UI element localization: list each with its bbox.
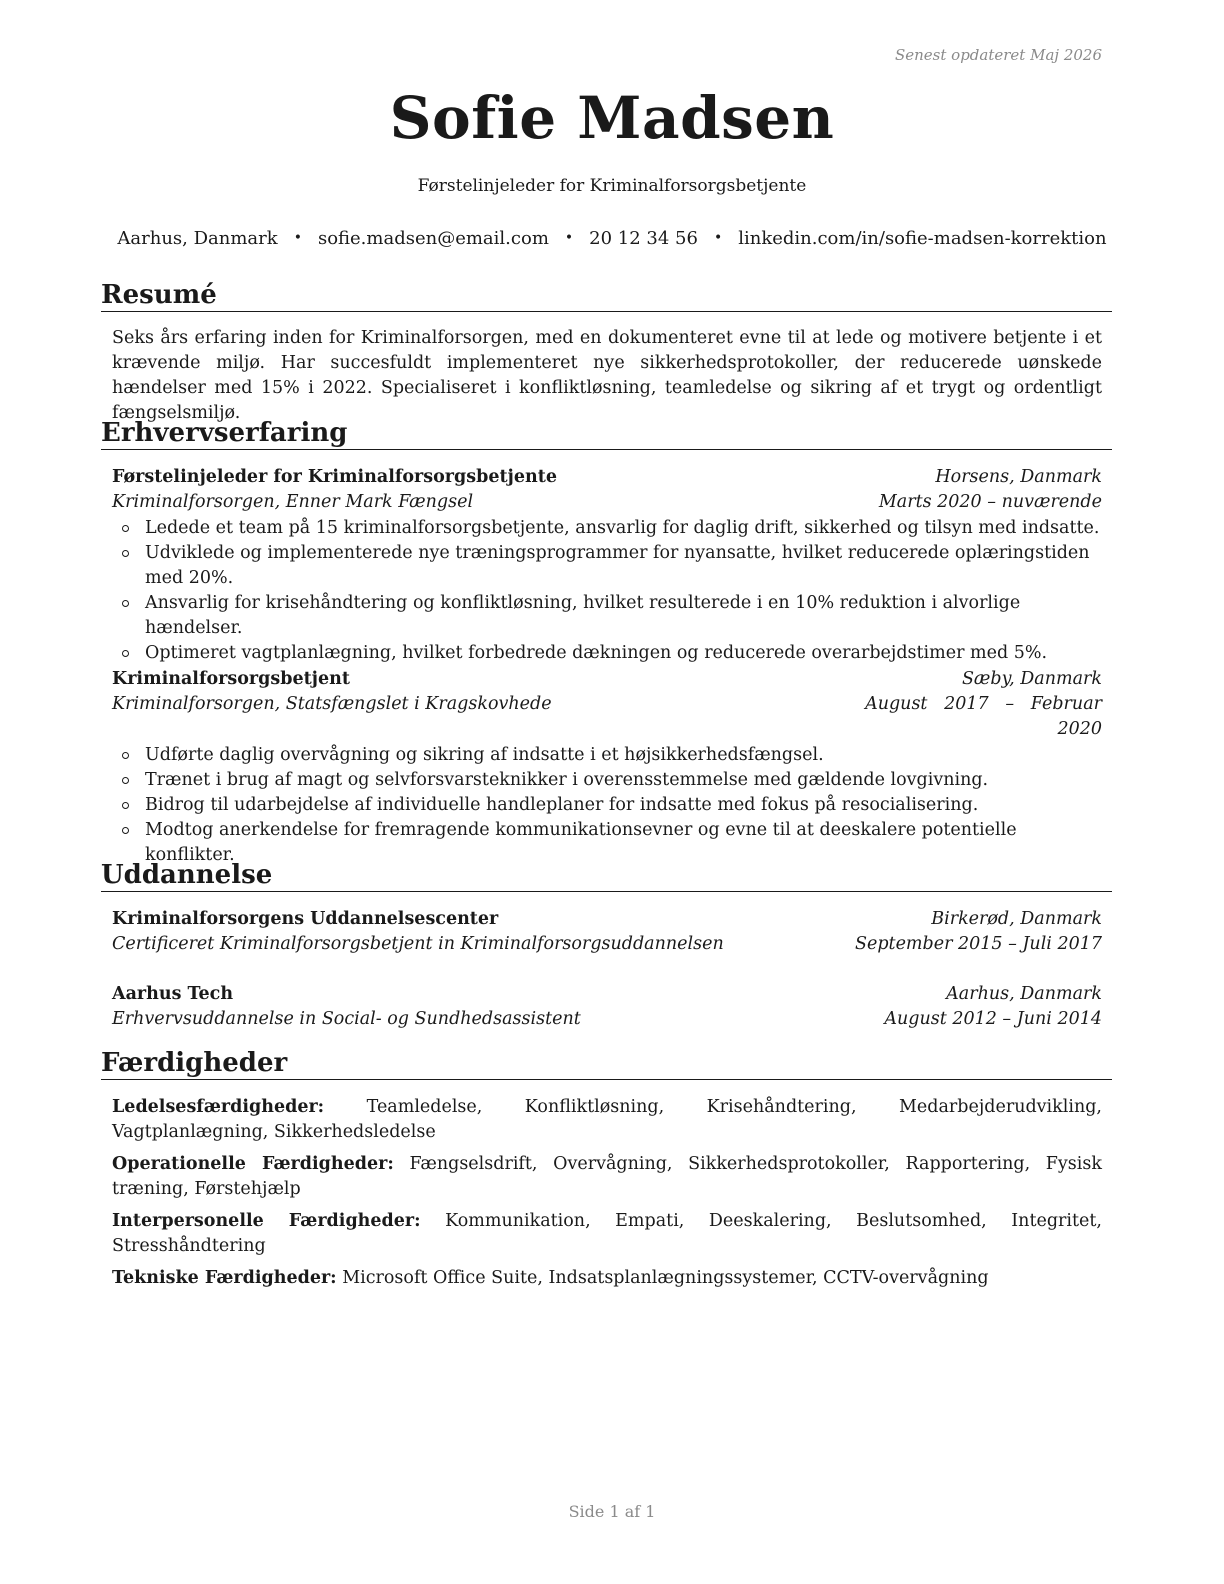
- education-school: Kriminalforsorgens Uddannelsescenter: [112, 909, 499, 929]
- contact-linkedin[interactable]: linkedin.com/in/sofie-madsen-korrektion: [738, 228, 1107, 249]
- job-subheader-row: [112, 692, 1102, 717]
- education-header-row: [112, 907, 1102, 932]
- bullet-separator: •: [293, 230, 302, 246]
- circle-bullet-icon: [122, 550, 129, 557]
- contact-email[interactable]: sofie.madsen@email.com: [317, 228, 549, 249]
- candidate-title: Førstelinjeleder for Kriminalforsorgsbetjente: [417, 176, 807, 196]
- list-item: Trænet i brug af magt og selvforsvarsteknikker i overensstemmelse med gældende lovgivning.: [112, 768, 1102, 793]
- job-organization: Kriminalforsorgen, Enner Mark Fængsel: [112, 492, 474, 512]
- bullet-separator: •: [564, 230, 574, 246]
- contact-location: Aarhus, Danmark: [117, 228, 278, 249]
- list-item: Ansvarlig for krisehåndtering og konfliktløsning, hvilket resulterede i en 10% reduktion i alvorlige hændelser.: [112, 591, 1102, 641]
- skill-text: Fængselsdrift, Overvågning, Sikkerhedsprotokoller, Rapportering, Fysisk træning, Førstehjælp: [112, 1154, 1102, 1199]
- job-role: Førstelinjeleder for Kriminalforsorgsbetjente: [112, 467, 557, 487]
- page-number: Side 1 af 1: [568, 1502, 656, 1521]
- education-degree: Certificeret Kriminalforsorgsbetjent in Kriminalforsorgsuddannelsen: [112, 934, 724, 954]
- list-item: Ledede et team på 15 kriminalforsorgsbetjente, ansvarlig for daglig drift, sikkerhed og tilsyn med indsatte.: [112, 516, 1102, 541]
- skill-text: Kommunikation, Empati, Deeskalering, Beslutsomhed, Integritet, Stresshåndtering: [112, 1211, 1102, 1256]
- list-item: Modtog anerkendelse for fremragende kommunikationsevner og evne til at deeskalere potentielle konflikter.: [112, 818, 1102, 868]
- contact-phone: 20 12 34 56: [589, 228, 698, 249]
- skill-group: [112, 1209, 1102, 1259]
- education-header-row: [112, 982, 1102, 1007]
- list-item: Bidrog til udarbejdelse af individuelle handleplaner for indsatte med fokus på resocialisering.: [112, 793, 1102, 818]
- section-title-education: Uddannelse: [101, 860, 1112, 892]
- circle-bullet-icon: [122, 650, 129, 657]
- job-dates: August 2017 – Februar: [865, 694, 1102, 714]
- education-dates: September 2015 – Juli 2017: [854, 934, 1102, 954]
- education-subheader-row: [112, 1007, 1102, 1032]
- job-role: Kriminalforsorgsbetjent: [112, 669, 350, 689]
- bullet-separator: •: [713, 230, 723, 246]
- education-degree: Erhvervsuddannelse in Social- og Sundhedsassistent: [112, 1009, 581, 1029]
- circle-bullet-icon: [122, 827, 129, 834]
- skill-group: [112, 1095, 1102, 1145]
- job-dates-continued: [112, 717, 1102, 742]
- job-bullets: [112, 516, 1102, 666]
- skill-text: Microsoft Office Suite, Indsatsplanlægningssystemer, CCTV-overvågning: [342, 1268, 989, 1288]
- section-title-experience: Erhvervserfaring: [101, 418, 1112, 450]
- education-location: Aarhus, Danmark: [946, 984, 1102, 1004]
- circle-bullet-icon: [122, 525, 129, 532]
- skill-group: [112, 1266, 1102, 1291]
- last-updated: Senest opdateret Maj 2026: [894, 46, 1102, 64]
- list-item: Udviklede og implementerede nye træningsprogrammer for nyansatte, hvilket reducerede oplæringstiden med 20%.: [112, 541, 1102, 591]
- job-header-row: [112, 465, 1102, 490]
- job-location: Sæby, Danmark: [961, 669, 1102, 689]
- list-item: Udførte daglig overvågning og sikring af indsatte i et højsikkerhedsfængsel.: [112, 743, 1102, 768]
- education-dates: August 2012 – Juni 2014: [884, 1009, 1102, 1029]
- candidate-name: Sofie Madsen: [389, 84, 835, 152]
- circle-bullet-icon: [122, 600, 129, 607]
- skill-group: [112, 1152, 1102, 1202]
- job-dates-end: 2020: [1057, 719, 1102, 739]
- job-location: Horsens, Danmark: [935, 467, 1102, 487]
- job-header-row: [112, 667, 1102, 692]
- skill-label: Ledelsesfærdigheder:: [112, 1097, 325, 1117]
- list-item: Optimeret vagtplanlægning, hvilket forbedrede dækningen og reducerede overarbejdstimer med 5%.: [112, 641, 1102, 666]
- education-school: Aarhus Tech: [112, 984, 234, 1004]
- circle-bullet-icon: [122, 752, 129, 759]
- job-bullets: [112, 743, 1102, 868]
- job-dates: Marts 2020 – nuværende: [878, 492, 1102, 512]
- circle-bullet-icon: [122, 777, 129, 784]
- circle-bullet-icon: [122, 802, 129, 809]
- job-organization: Kriminalforsorgen, Statsfængslet i Kragskovhede: [112, 694, 552, 714]
- job-subheader-row: [112, 490, 1102, 515]
- section-title-skills: Færdigheder: [101, 1048, 1112, 1080]
- education-location: Birkerød, Danmark: [931, 909, 1102, 929]
- contact-line: [0, 228, 1224, 249]
- skill-label: Operationelle Færdigheder:: [112, 1154, 394, 1174]
- section-title-summary: Resumé: [101, 280, 1112, 312]
- education-subheader-row: [112, 932, 1102, 957]
- skill-label: Tekniske Færdigheder:: [112, 1268, 337, 1288]
- skill-label: Interpersonelle Færdigheder:: [112, 1211, 421, 1231]
- summary-text: Seks års erfaring inden for Kriminalforsorgen, med en dokumenteret evne til at lede og motivere betjente i et krævende miljø. Har succesfuldt implementeret nye sikkerhedsprotokoller, der reducerede uønskede hændelser med 15% i 2022. Specialiseret i konfliktløsning, teamledelse og sikring af et trygt og ordentligt fængselsmiljø.: [112, 328, 1102, 423]
- skill-text: Teamledelse, Konfliktløsning, Krisehåndtering, Medarbejderudvikling, Vagtplanlægning, Sikkerhedsledelse: [112, 1097, 1102, 1142]
